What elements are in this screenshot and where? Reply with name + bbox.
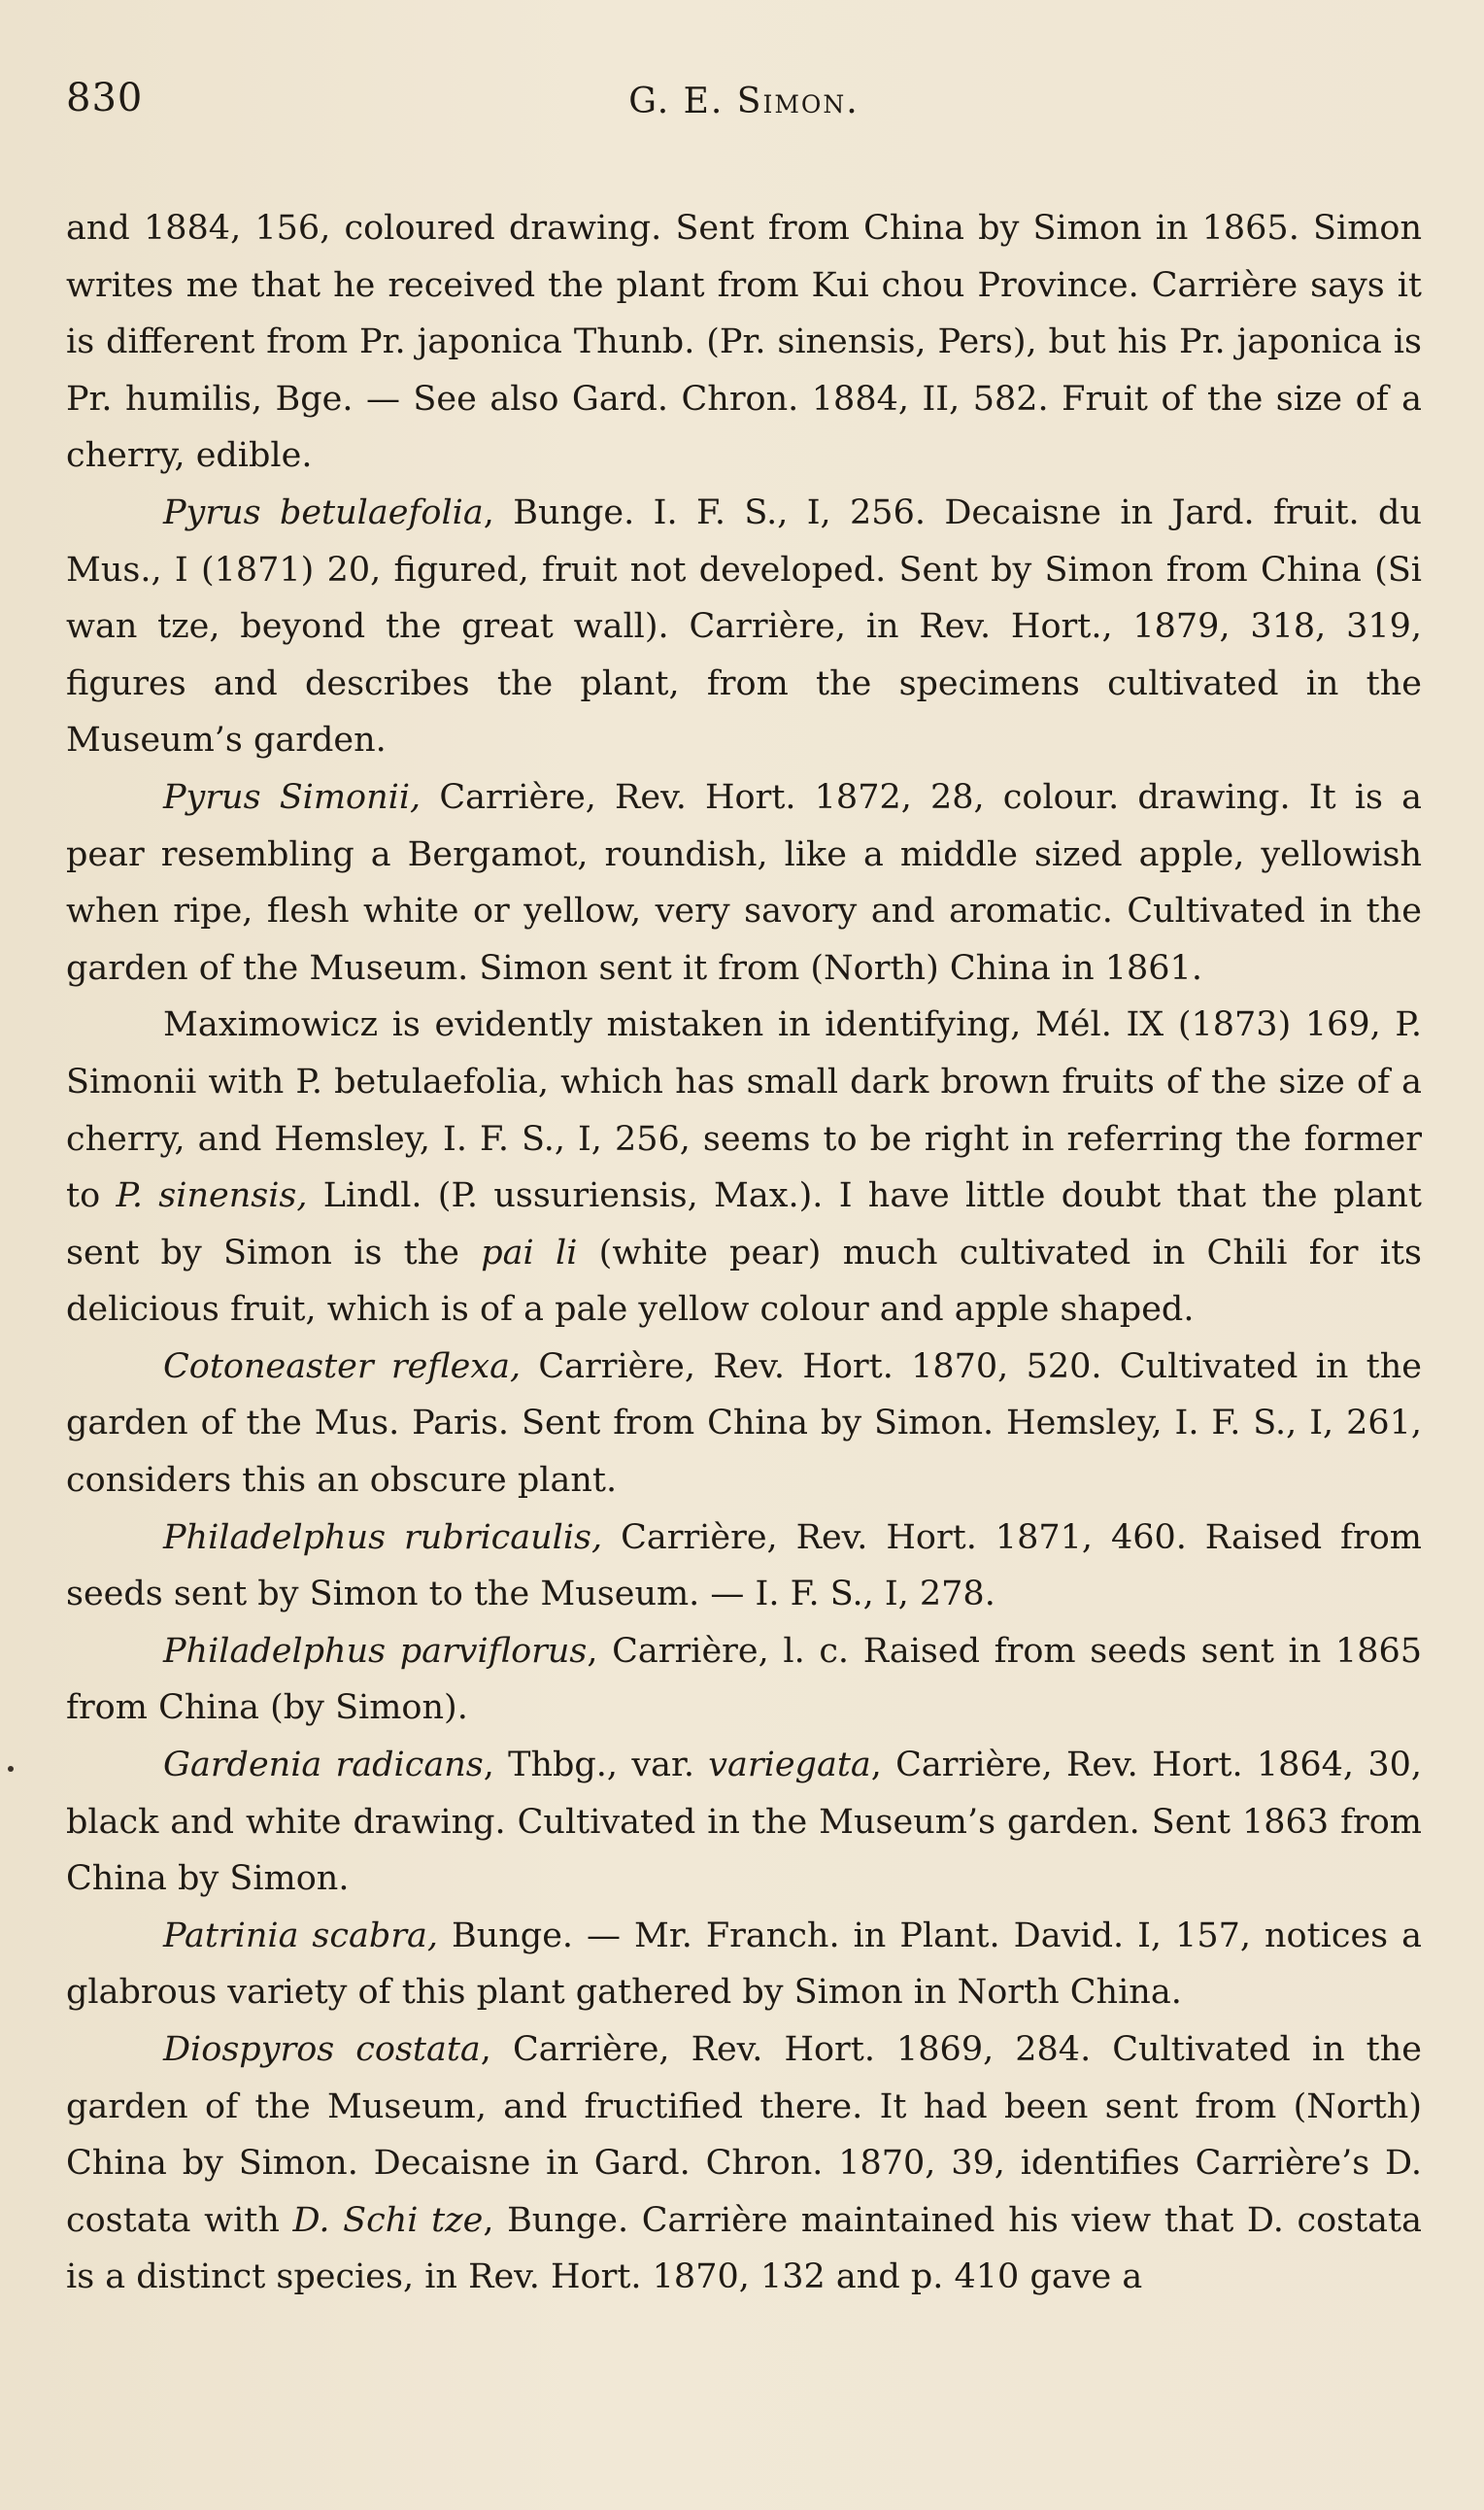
text-segment: Bunge. — Mr. Franch. in Plant. David. I, 157, notices a glabrous variety of this plant gathered by Simon in North China. — [66, 1916, 1422, 2013]
italic-taxon-name: Diospyros costata — [163, 2030, 481, 2069]
text-segment: , Carrière, Rev. Hort. 1869, 284. Cultivated in the garden of the Museum, and fructified there. It had been sent from (North) China by Simon. Decaisne in Gard. Chron. 1870, 39, identifies Carrière’s D. costata with — [66, 2030, 1422, 2240]
paragraph — [66, 1908, 1422, 2021]
italic-taxon-name: variegata — [708, 1746, 871, 1785]
text-segment: Carrière, Rev. Hort. 1872, 28, colour. drawing. It is a pear resembling a Bergamot, roundish, like a middle sized apple, yellowish when ripe, flesh white or yellow, very savory and aromatic. Cultivated in the garden of the Museum. Simon sent it from (North) China in 1861. — [66, 777, 1422, 988]
body-text — [66, 200, 1422, 2306]
text-segment: , Thbg., var. — [483, 1746, 709, 1785]
italic-taxon-name: Philadelphus rubricaulis, — [163, 1517, 603, 1557]
text-segment: and 1884, 156, coloured drawing. Sent from China by Simon in 1865. Simon writes me that he received the plant from Kui chou Province. Carrière says it is different from Pr. japonica Thunb. (Pr. sinensis, Pers), but his Pr. japonica is Pr. humilis, Bge. — See also Gard. Chron. 1884, II, 582. Fruit of the size of a cherry, edible. — [66, 209, 1422, 476]
italic-taxon-name: Patrinia scabra, — [163, 1916, 438, 1955]
italic-taxon-name: D. Schi tze — [292, 2200, 484, 2240]
italic-taxon-name: Philadelphus parviflorus — [163, 1631, 588, 1671]
paragraph — [66, 485, 1422, 769]
paragraph — [66, 2021, 1422, 2306]
text-segment: Maximowicz is evidently mistaken in identifying, Mél. IX (1873) 169, P. Simonii with P. betulaefolia, which has small dark brown fruits of the size of a cherry, and Hemsley, I. F. S., I, 256, seems to be right in referring the former to — [66, 1005, 1422, 1216]
paragraph — [66, 1623, 1422, 1737]
paragraph — [66, 997, 1422, 1339]
text-segment: , Bunge. Carrière maintained his view that D. costata is a distinct species, in Rev. Hort. 1870, 132 and p. 410 gave a — [66, 2200, 1422, 2297]
italic-taxon-name: P. sinensis, — [116, 1176, 308, 1216]
running-head: G. E. Simon. — [628, 82, 860, 121]
text-segment: Carrière, Rev. Hort. 1871, 460. Raised from seeds sent by Simon to the Museum. — I. F. S., I, 278. — [66, 1517, 1422, 1614]
italic-taxon-name: Gardenia radicans — [163, 1746, 484, 1785]
paragraph — [66, 200, 1422, 485]
text-segment: , Bunge. I. F. S., I, 256. Decaisne in Jard. fruit. du Mus., I (1871) 20, figured, fruit not developed. Sent by Simon from China (Si wan tze, beyond the great wall). Carrière, in Rev. Hort., 1879, 318, 319, figures and describes the plant, from the specimens cultivated in the Museum’s garden. — [66, 492, 1422, 761]
text-segment: Carrière, Rev. Hort. 1870, 520. Cultivated in the garden of the Mus. Paris. Sent from China by Simon. Hemsley, I. F. S., I, 261, considers this an obscure plant. — [66, 1346, 1422, 1501]
italic-taxon-name: Cotoneaster reflexa, — [163, 1346, 522, 1386]
italic-taxon-name: Pyrus Simonii, — [163, 777, 422, 817]
italic-taxon-name: pai li — [481, 1233, 578, 1272]
paragraph — [66, 1737, 1422, 1908]
margin-mark — [8, 1766, 14, 1772]
page-header — [66, 68, 1422, 126]
paragraph — [66, 1339, 1422, 1509]
text-segment: Lindl. (P. ussuriensis, Max.). I have little doubt that the plant sent by Simon is the — [66, 1176, 1422, 1272]
text-segment: , Carrière, l. c. Raised from seeds sent in 1865 from China (by Simon). — [66, 1631, 1422, 1728]
paragraph — [66, 769, 1422, 997]
paragraph — [66, 1509, 1422, 1623]
italic-taxon-name: Pyrus betulaefolia — [163, 492, 484, 532]
text-segment: , Carrière, Rev. Hort. 1864, 30, black and white drawing. Cultivated in the Museum’s garden. Sent 1863 from China by Simon. — [66, 1746, 1422, 1899]
text-segment: (white pear) much cultivated in Chili for its delicious fruit, which is of a pale yellow colour and apple shaped. — [66, 1233, 1422, 1330]
page-number: 830 — [66, 76, 144, 120]
